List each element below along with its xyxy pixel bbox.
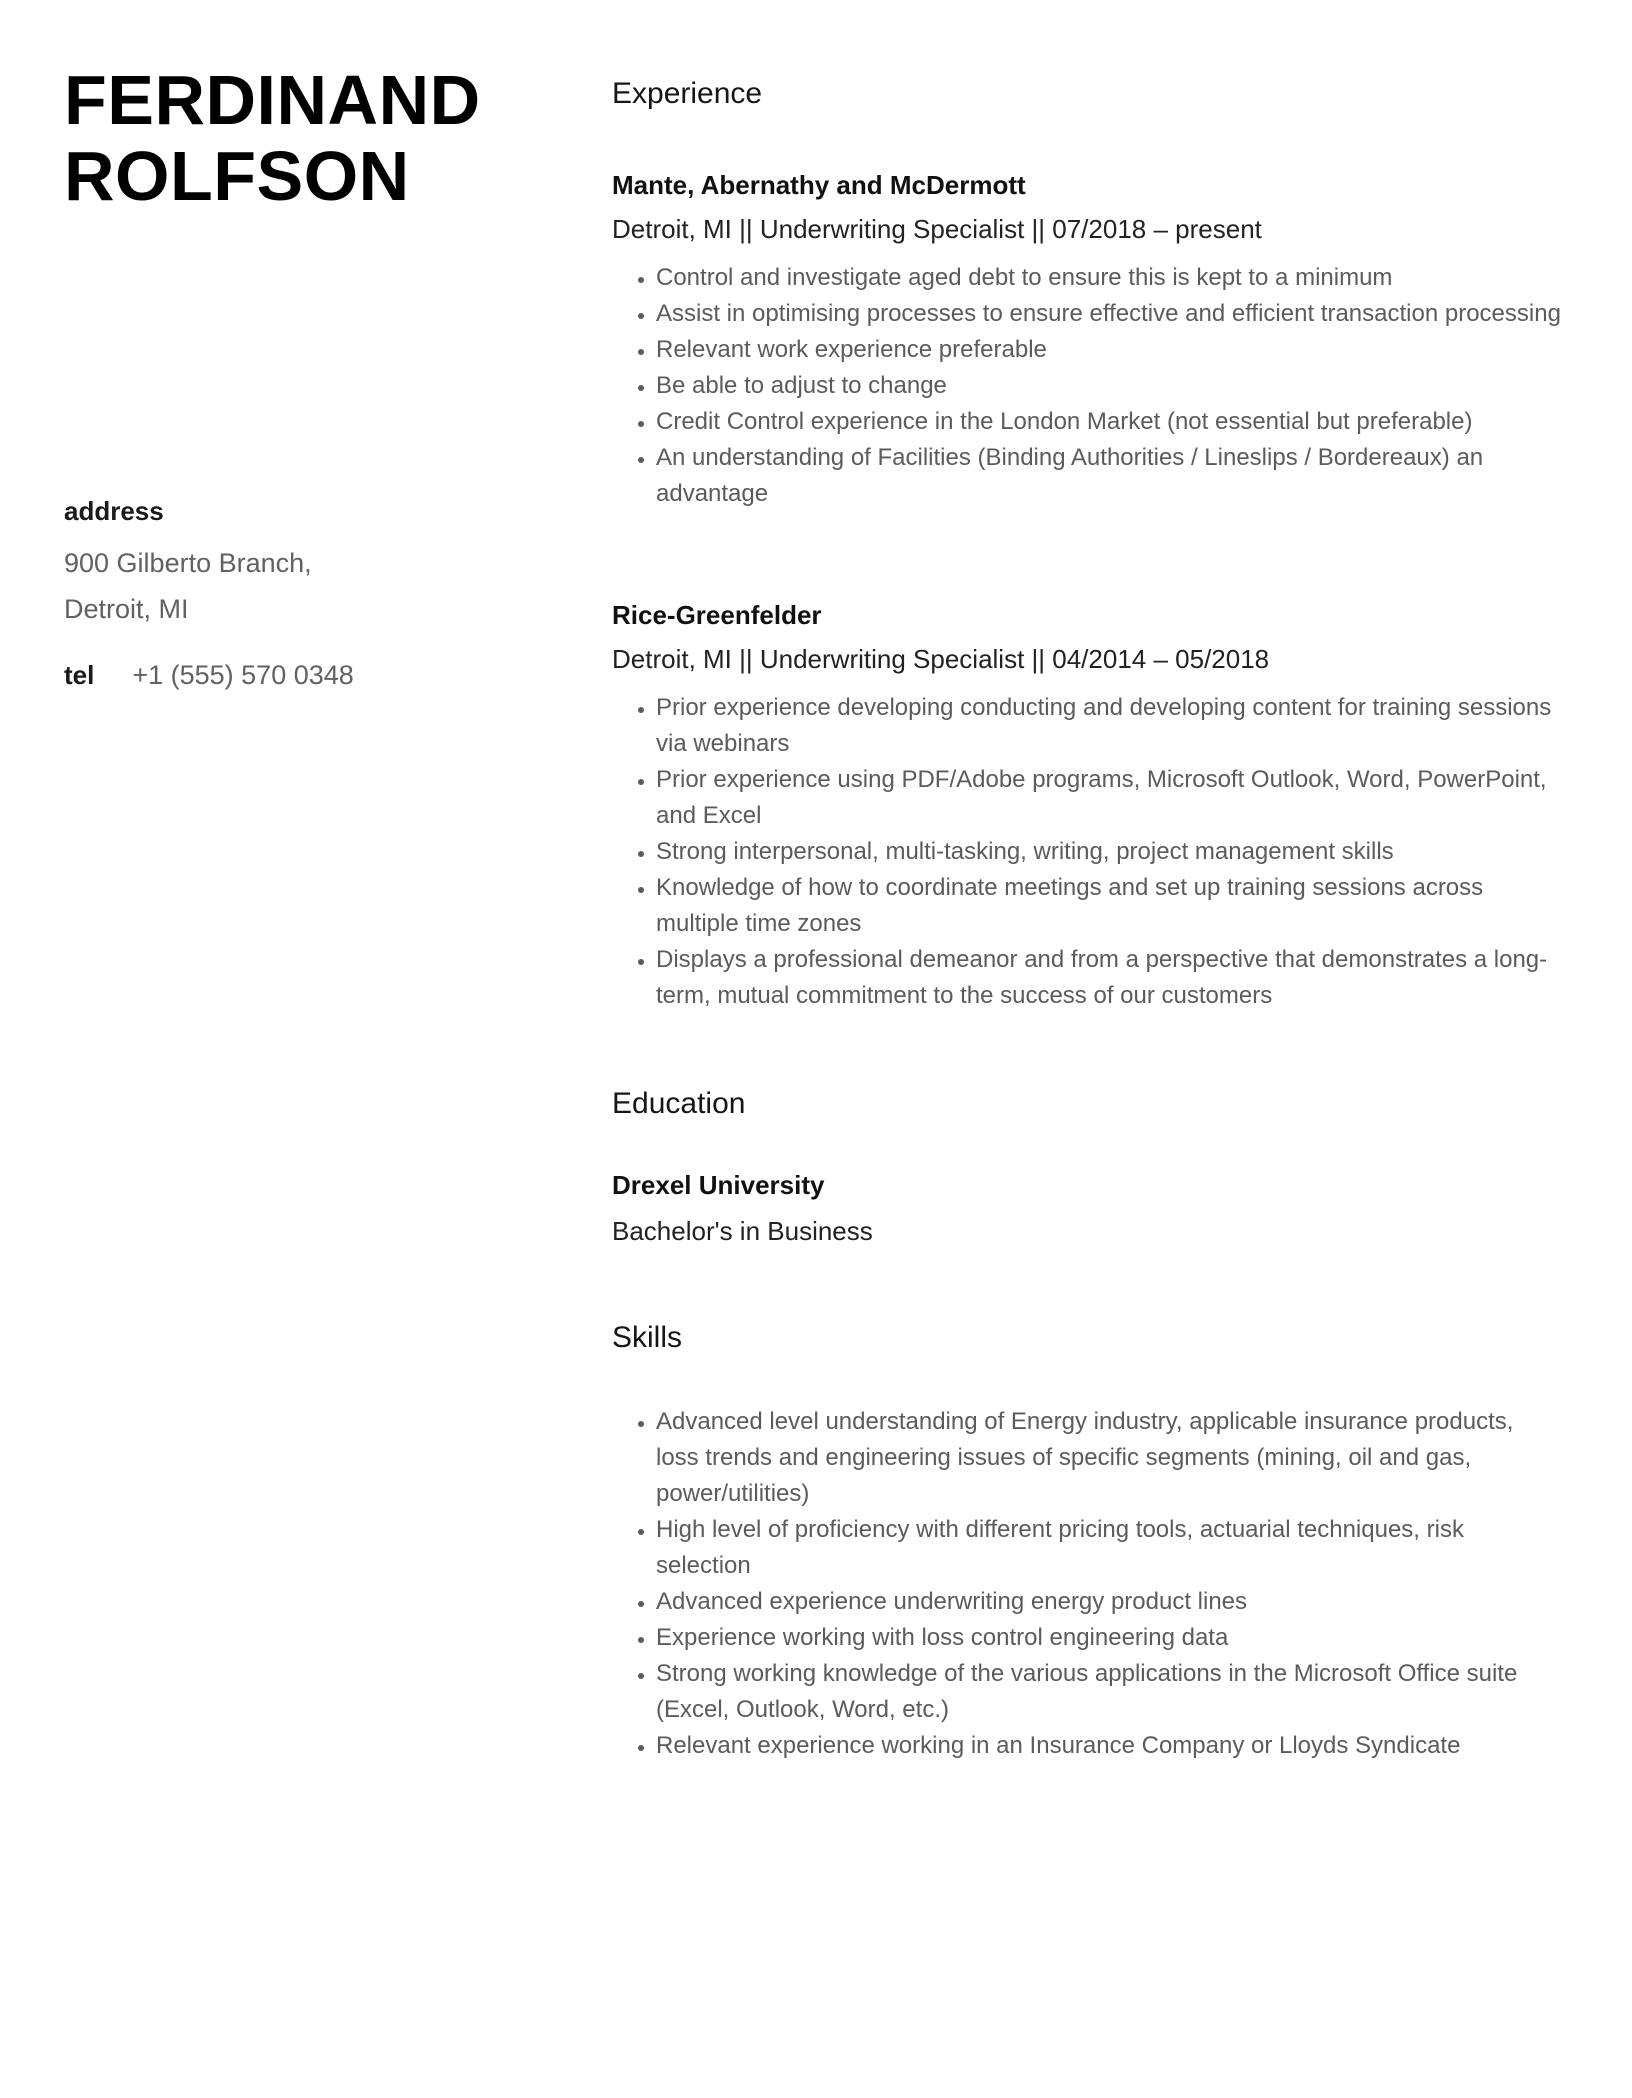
main-column (612, 76, 1562, 1764)
section-title-experience: Experience (612, 77, 763, 110)
tel-value: +1 (555) 570 0348 (132, 660, 354, 690)
section-title-education: Education (612, 1087, 746, 1120)
education-degree: Bachelor's in Business (612, 1216, 873, 1246)
candidate-first-name: FERDINAND (64, 61, 481, 139)
skill-bullet: • Experience working with loss control engineering data (656, 1620, 1562, 1656)
job-company: Mante, Abernathy and McDermott (612, 170, 1026, 200)
job-bullet: • Control and investigate aged debt to ensure this is kept to a minimum (656, 260, 1562, 296)
job-bullet-list (612, 260, 1562, 512)
candidate-name (64, 62, 481, 214)
job-bullet: • Credit Control experience in the London Market (not essential but preferable) (656, 404, 1562, 440)
job-bullet: • Prior experience using PDF/Adobe programs, Microsoft Outlook, Word, PowerPoint, and Excel (656, 762, 1562, 834)
section-title-skills: Skills (612, 1321, 683, 1354)
job-bullet: • Assist in optimising processes to ensure effective and efficient transaction processing (656, 296, 1562, 332)
experience-entry (612, 598, 1562, 1014)
skill-bullet: • High level of proficiency with different pricing tools, actuarial techniques, risk selection (656, 1512, 1562, 1584)
address-label: address (64, 496, 164, 526)
job-bullet-list (612, 690, 1562, 1014)
address-line-2: Detroit, MI (64, 594, 189, 624)
job-bullet: • Knowledge of how to coordinate meetings and set up training sessions across multiple time zones (656, 870, 1562, 942)
education-school: Drexel University (612, 1170, 825, 1200)
experience-entry (612, 168, 1562, 512)
education-entry (612, 1168, 1562, 1248)
job-bullet: • An understanding of Facilities (Binding Authorities / Lineslips / Bordereaux) an advantage (656, 440, 1562, 512)
job-bullet: • Strong interpersonal, multi-tasking, writing, project management skills (656, 834, 1562, 870)
job-bullet: • Prior experience developing conducting and developing content for training sessions via webinars (656, 690, 1562, 762)
job-bullet: • Displays a professional demeanor and from a perspective that demonstrates a long-term, mutual commitment to the success of our customers (656, 942, 1562, 1014)
skill-bullet: • Relevant experience working in an Insurance Company or Lloyds Syndicate (656, 1728, 1562, 1764)
job-bullet: • Relevant work experience preferable (656, 332, 1562, 368)
job-bullet: • Be able to adjust to change (656, 368, 1562, 404)
job-meta: Detroit, MI || Underwriting Specialist || 04/2014 – 05/2018 (612, 644, 1270, 674)
skill-bullet: • Strong working knowledge of the various applications in the Microsoft Office suite (Excel, Outlook, Word, etc.) (656, 1656, 1562, 1728)
tel-label: tel (64, 660, 95, 690)
skill-bullet: • Advanced experience underwriting energy product lines (656, 1584, 1562, 1620)
contact-tel-block (64, 658, 354, 692)
contact-address-block (64, 494, 312, 632)
job-company: Rice-Greenfelder (612, 600, 822, 630)
skills-bullet-list (612, 1404, 1562, 1764)
address-line-1: 900 Gilberto Branch, (64, 548, 312, 578)
job-meta: Detroit, MI || Underwriting Specialist || 07/2018 – present (612, 214, 1262, 244)
candidate-last-name: ROLFSON (64, 137, 410, 215)
address-value (64, 540, 312, 632)
skill-bullet: • Advanced level understanding of Energy industry, applicable insurance products, loss trends and engineering issues of specific segments (mining, oil and gas, power/utilities) (656, 1404, 1562, 1512)
